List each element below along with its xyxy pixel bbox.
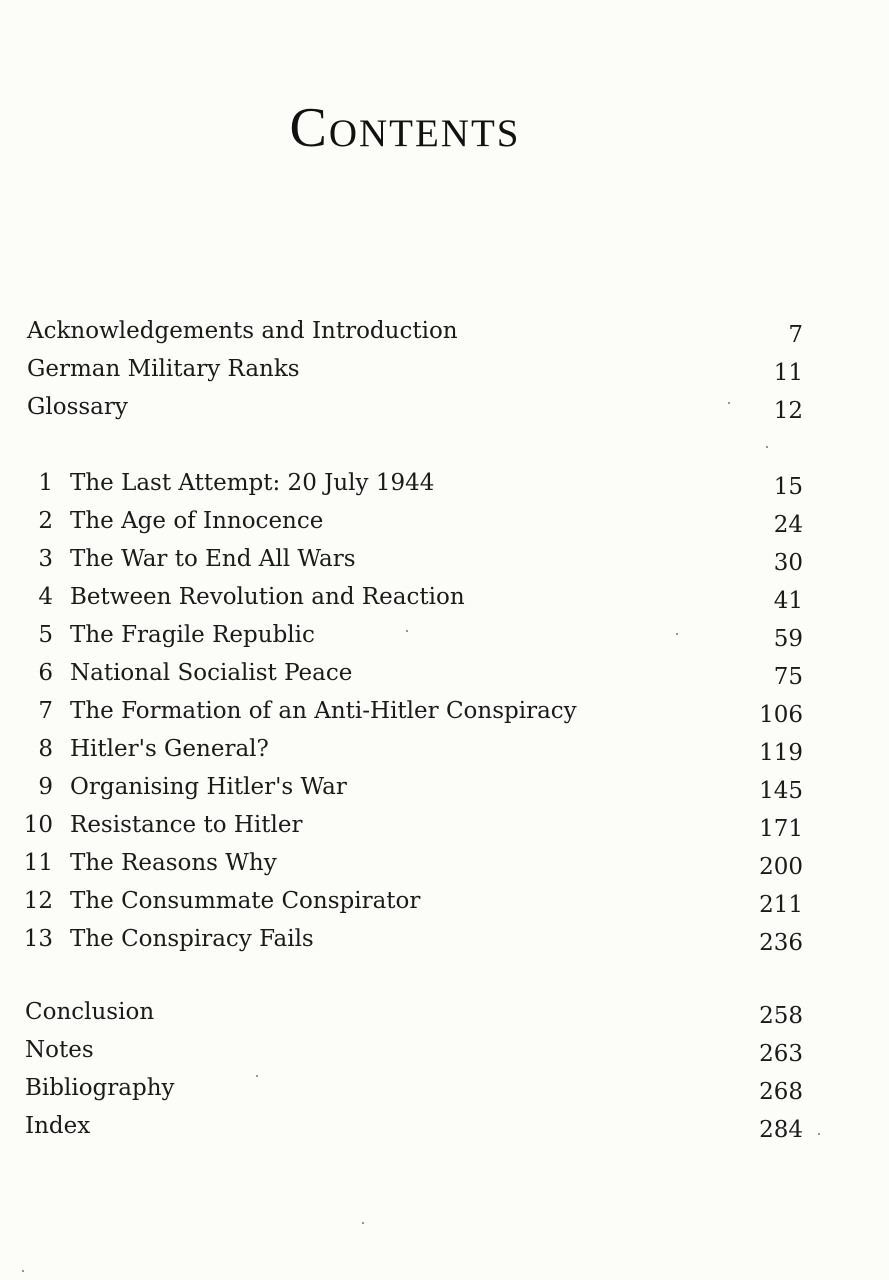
chapter-page: 30 — [773, 550, 803, 576]
chapter-number: 1 — [38, 470, 53, 496]
chapter-page: 24 — [773, 512, 803, 538]
entry-label: Index — [25, 1113, 91, 1139]
toc-entry-conclusion[interactable] — [0, 993, 889, 1031]
toc-chapter-6[interactable] — [0, 654, 889, 692]
toc-chapter-10[interactable] — [0, 806, 889, 844]
chapter-title: National Socialist Peace — [70, 660, 353, 686]
toc-chapter-11[interactable] — [0, 844, 889, 882]
chapter-title: The Fragile Republic — [70, 622, 315, 648]
entry-page: 284 — [759, 1117, 803, 1143]
entry-label: German Military Ranks — [27, 356, 300, 382]
page-title: Contents — [289, 97, 521, 159]
chapter-number: 5 — [38, 622, 53, 648]
chapter-page: 145 — [759, 778, 803, 804]
chapter-page: 59 — [773, 626, 803, 652]
toc-chapter-2[interactable] — [0, 502, 889, 540]
entry-label: Notes — [25, 1037, 94, 1063]
chapter-page: 15 — [773, 474, 803, 500]
scan-speck — [256, 1075, 258, 1077]
toc-chapter-13[interactable] — [0, 920, 889, 958]
entry-page: 12 — [773, 398, 803, 424]
scan-speck — [728, 402, 730, 404]
scan-speck — [406, 630, 408, 632]
chapter-page: 119 — [759, 740, 803, 766]
chapter-title: Organising Hitler's War — [70, 774, 347, 800]
toc-entry-notes[interactable] — [0, 1031, 889, 1069]
chapter-title: The War to End All Wars — [70, 546, 356, 572]
chapter-page: 75 — [773, 664, 803, 690]
toc-entry-german-military-ranks[interactable] — [0, 350, 889, 388]
scan-speck — [818, 1133, 820, 1135]
chapter-title: Hitler's General? — [70, 736, 269, 762]
chapter-number: 2 — [38, 508, 53, 534]
chapter-number: 9 — [38, 774, 53, 800]
toc-chapter-9[interactable] — [0, 768, 889, 806]
toc-entry-index[interactable] — [0, 1107, 889, 1145]
chapter-number: 10 — [23, 812, 53, 838]
scan-speck — [362, 1222, 364, 1224]
chapter-title: The Reasons Why — [70, 850, 277, 876]
chapter-title: The Age of Innocence — [70, 508, 324, 534]
entry-label: Bibliography — [25, 1075, 175, 1101]
toc-entry-acknowledgements[interactable] — [0, 312, 889, 350]
toc-chapter-5[interactable] — [0, 616, 889, 654]
scan-speck — [766, 446, 768, 448]
chapter-number: 6 — [38, 660, 53, 686]
chapter-number: 11 — [23, 850, 53, 876]
toc-entry-glossary[interactable] — [0, 388, 889, 426]
chapter-page: 106 — [759, 702, 803, 728]
chapter-number: 8 — [38, 736, 53, 762]
entry-page: 263 — [759, 1041, 803, 1067]
toc-chapter-4[interactable] — [0, 578, 889, 616]
toc-chapter-1[interactable] — [0, 464, 889, 502]
entry-label: Conclusion — [25, 999, 155, 1025]
chapter-page: 41 — [773, 588, 803, 614]
entry-label: Acknowledgements and Introduction — [27, 318, 458, 344]
chapter-number: 3 — [38, 546, 53, 572]
toc-chapter-8[interactable] — [0, 730, 889, 768]
chapter-number: 7 — [38, 698, 53, 724]
chapter-page: 236 — [759, 930, 803, 956]
toc-chapter-3[interactable] — [0, 540, 889, 578]
chapter-title: The Conspiracy Fails — [70, 926, 314, 952]
chapter-title: The Consummate Conspirator — [70, 888, 421, 914]
chapter-title: The Last Attempt: 20 July 1944 — [70, 470, 435, 496]
entry-page: 11 — [773, 360, 803, 386]
chapter-number: 13 — [23, 926, 53, 952]
chapter-page: 211 — [759, 892, 803, 918]
entry-label: Glossary — [27, 394, 128, 420]
scan-speck — [22, 1270, 24, 1272]
chapter-number: 4 — [38, 584, 53, 610]
toc-entry-bibliography[interactable] — [0, 1069, 889, 1107]
toc-chapter-12[interactable] — [0, 882, 889, 920]
chapter-page: 200 — [759, 854, 803, 880]
entry-page: 268 — [759, 1079, 803, 1105]
chapter-title: Between Revolution and Reaction — [70, 584, 465, 610]
entry-page: 7 — [788, 322, 803, 348]
entry-page: 258 — [759, 1003, 803, 1029]
toc-chapter-7[interactable] — [0, 692, 889, 730]
chapter-page: 171 — [759, 816, 803, 842]
chapter-title: Resistance to Hitler — [70, 812, 303, 838]
chapter-number: 12 — [23, 888, 53, 914]
chapter-title: The Formation of an Anti-Hitler Conspiracy — [70, 698, 577, 724]
scan-speck — [676, 633, 678, 635]
